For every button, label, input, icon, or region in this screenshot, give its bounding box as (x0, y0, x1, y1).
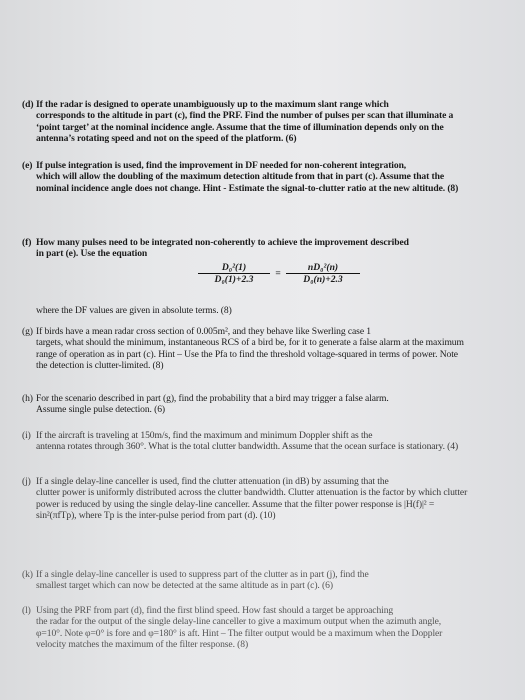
question-label: (h) (22, 393, 33, 404)
question-text: which will allow the doubling of the maximum detection altitude from that in part (c). Assume that the nominal incidence angle does not change. Hint - Estimate the signal-to-clutter ratio at the new altitude. (8) (36, 171, 459, 194)
question-h (22, 393, 468, 416)
equation-left-denominator: D₀(1)+2.3 (198, 273, 270, 285)
question-e (22, 160, 462, 194)
question-j (22, 476, 468, 521)
question-text-line1: If a single delay-line canceller is used, find the clutter attenuation (in dB) by assuming that the (36, 476, 389, 487)
equation-right-denominator: D₀(n)+2.3 (286, 273, 360, 285)
question-f (22, 237, 468, 260)
question-text: antenna rotates through 360°. What is the total clutter bandwidth. Assume that the ocean surface is stationary. (4) (36, 441, 459, 453)
question-text-line1: If the aircraft is traveling at 150m/s, find the maximum and minimum Doppler shift as the (36, 430, 373, 441)
question-text-line1: How many pulses need to be integrated non-coherently to achieve the improvement described (36, 237, 409, 248)
question-k (22, 569, 468, 592)
question-text: the radar for the output of the single delay-line canceller to give a maximum output when the azimuth angle, φ=10°. Note φ=0° is fore and φ=180° is aft. Hint – The filter output would be a maximum when the Doppler velocity matches the maximum of the filter response. (8) (36, 616, 443, 650)
question-l (22, 605, 468, 650)
question-text: corresponds to the altitude in part (c), find the PRF. Find the number of pulses per scan that illuminate a ‘point target’ at the nominal incidence angle. Assume that the time of illumination depends only on the antenna’s rotating speed and not on the speed of the platform. (6) (36, 110, 454, 144)
question-text: targets, what should the minimum, instantaneous RCS of a bird be, for it to generate a false alarm at the maximum range of operation as in part (c). Hint – Use the Pfa to find the threshold voltage-squared in terms of power. Note the detection is clutter-limited. (8) (36, 337, 464, 371)
question-label: (j) (22, 476, 31, 487)
question-text-line1: If birds have a mean radar cross section of 0.005m², and they behave like Swerling case 1 (36, 326, 371, 337)
question-label: (e) (22, 160, 33, 171)
question-label: (i) (22, 430, 31, 441)
question-text-line1: If a single delay-line canceller is used to suppress part of the clutter as in part (j), find the (36, 569, 369, 580)
equation-right-numerator: nD₀²(n) (307, 262, 339, 273)
question-label: (k) (22, 569, 33, 580)
question-label: (g) (22, 326, 33, 337)
question-g (22, 326, 466, 371)
question-text: smallest target which can now be detected at the same altitude as in part (c). (6) (36, 580, 333, 592)
question-label: (l) (22, 605, 31, 616)
question-text: in part (e). Use the equation (36, 248, 148, 260)
equation-left-fraction (198, 262, 270, 285)
equation-left-numerator: D₀²(1) (221, 262, 247, 273)
equation-equals: = (275, 268, 281, 279)
question-text-line1: For the scenario described in part (g), find the probability that a bird may trigger a false alarm. (36, 393, 389, 404)
question-label: (d) (22, 99, 34, 110)
question-label: (f) (22, 237, 32, 248)
question-text-line1: If the radar is designed to operate unambiguously up to the maximum slant range which (36, 99, 389, 110)
question-text-line1: Using the PRF from part (d), find the first blind speed. How fast should a target be approaching (36, 605, 394, 616)
question-text: Assume single pulse detection. (6) (36, 404, 166, 416)
question-i (22, 430, 466, 453)
question-d (22, 99, 462, 144)
equation-right-fraction (286, 262, 360, 285)
question-text-line1: If pulse integration is used, find the improvement in DF needed for non-coherent integration, (36, 160, 407, 171)
question-text: clutter power is uniformly distributed across the clutter bandwidth. Clutter attenuation is the factor by which clutter power is reduced by using the single delay-line canceller. Assume that the filter power response is |H(f)|² = sin²(πfTp), where Tp is the inter-pulse period from part (d). (10) (36, 487, 468, 521)
question-f-after: where the DF values are given in absolute terms. (8) (36, 305, 232, 316)
